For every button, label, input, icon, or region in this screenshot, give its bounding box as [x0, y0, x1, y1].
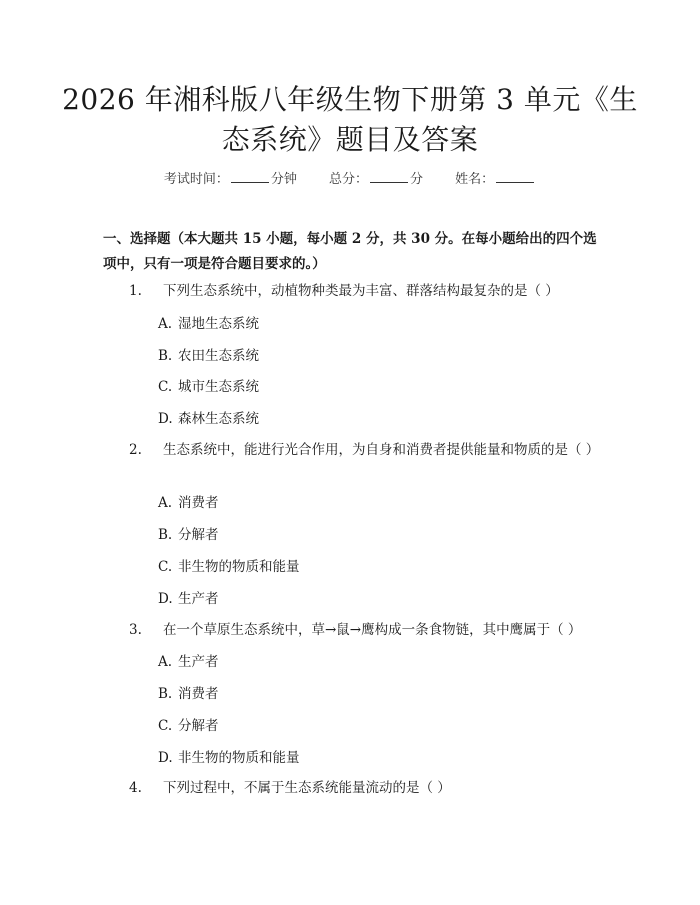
option-letter: D.: [158, 750, 173, 766]
time-label: 考试时间：: [163, 172, 229, 187]
page-title: [60, 80, 640, 160]
option-letter: B.: [158, 527, 173, 543]
option-letter: A.: [158, 316, 173, 332]
question-text: 下列生态系统中，动植物种类最为丰富、群落结构最复杂的是（ ）: [163, 283, 559, 299]
title-line-1: 2026 年湘科版八年级生物下册第 3 单元《生: [62, 83, 638, 116]
question-3: [103, 618, 603, 642]
option-letter: B.: [158, 348, 173, 364]
score-blank: [370, 170, 408, 183]
question-1: [103, 279, 603, 303]
score-unit: 分: [410, 172, 424, 187]
option-letter: D.: [158, 411, 173, 427]
question-text: 在一个草原生态系统中，草→鼠→鹰构成一条食物链，其中鹰属于（ ）: [163, 622, 582, 638]
name-label: 姓名：: [455, 172, 495, 187]
option-letter: C.: [158, 559, 173, 575]
score-label: 总分：: [328, 172, 368, 187]
option-text: 消费者: [178, 495, 219, 511]
option-3c: [158, 716, 219, 736]
option-letter: B.: [158, 686, 173, 702]
option-1c: [158, 377, 259, 397]
option-2a: [158, 493, 219, 513]
section-heading: 一、选择题（本大题共 15 小题，每小题 2 分，共 30 分。在每小题给出的四个选项中，只有一项是符合题目要求的。）: [103, 231, 597, 272]
option-text: 非生物的物质和能量: [178, 750, 300, 766]
score-field: [329, 168, 423, 187]
time-unit: 分钟: [270, 172, 297, 187]
question-text: 生态系统中，能进行光合作用，为自身和消费者提供能量和物质的是（ ）: [163, 442, 600, 458]
option-text: 生产者: [178, 654, 219, 670]
question-text: 下列过程中，不属于生态系统能量流动的是（ ）: [163, 780, 451, 796]
question-4: [103, 776, 603, 800]
question-number: 3.: [129, 622, 142, 638]
option-text: 分解者: [178, 527, 219, 543]
option-1d: [158, 409, 259, 429]
option-2c: [158, 557, 300, 577]
name-blank: [496, 170, 534, 183]
question-number: 2.: [129, 442, 142, 458]
option-letter: C.: [158, 718, 173, 734]
option-2b: [158, 525, 219, 545]
name-field: [455, 168, 536, 187]
option-text: 农田生态系统: [178, 348, 259, 364]
option-letter: A.: [158, 495, 173, 511]
option-3b: [158, 684, 219, 704]
question-2: [103, 438, 603, 462]
option-text: 生产者: [178, 591, 219, 607]
option-letter: C.: [158, 379, 173, 395]
exam-meta: [0, 168, 700, 187]
option-3a: [158, 652, 219, 672]
time-field: [164, 168, 297, 187]
option-text: 湿地生态系统: [178, 316, 259, 332]
time-blank: [231, 170, 269, 183]
option-text: 消费者: [178, 686, 219, 702]
option-1a: [158, 314, 259, 334]
option-letter: D.: [158, 591, 173, 607]
title-line-2: 态系统》题目及答案: [221, 123, 479, 156]
option-text: 非生物的物质和能量: [178, 559, 300, 575]
option-text: 城市生态系统: [178, 379, 259, 395]
option-text: 森林生态系统: [178, 411, 259, 427]
question-number: 1.: [129, 283, 142, 299]
option-letter: A.: [158, 654, 173, 670]
option-2d: [158, 589, 219, 609]
option-3d: [158, 748, 300, 768]
option-1b: [158, 346, 259, 366]
question-number: 4.: [129, 780, 142, 796]
option-text: 分解者: [178, 718, 219, 734]
